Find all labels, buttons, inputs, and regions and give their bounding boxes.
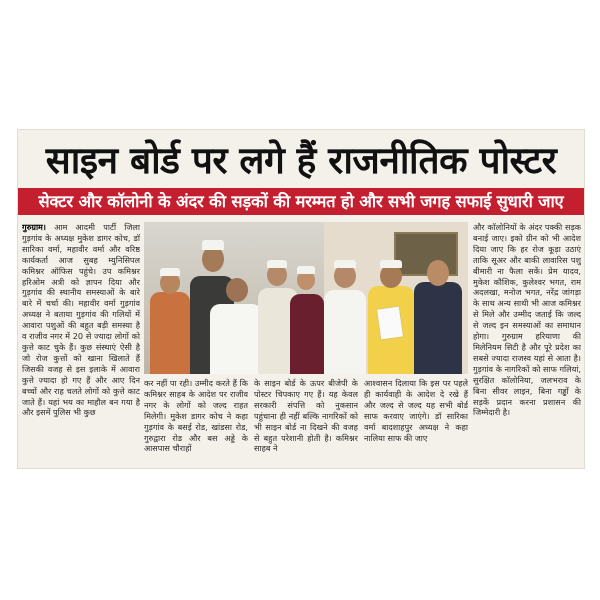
dateline: गुरुग्राम। [22, 222, 46, 232]
article-column-right: और कॉलोनियों के अंदर पक्की सड़क बनाई जाए। इको ग्रीन को भी आदेश दिया जाए कि हर रोज कूड़ा उठाएं ताकि सूअर और बाकी लावारिस पशु बीमारी ना फैला सकें। प्रेम यादव, मुकेश कौशिक, कुलेश्वर भगत, राम अदलखा, मनोज भगत, नरेंद्र जांगड़ा के साथ अन्य साथी भी आज कमिश्नर से मिले और उम्मीद जताई कि जल्द से जल्द इन समस्याओं का समाधान होगा। गुरुग्राम हरियाणा की मिलेनियम सिटी है और पूरे प्रदेश का सबसे ज्यादा राजस्व यहां से आता है। गुड़गांव के नागरिकों को साफ गलियां, सुरक्षित कॉलोनिया, जलभराव के बिना सीवर लाइन, बिना गड्ढों के सड़कें प्रदान करना प्रशासन की जिम्मेदारी है। [473, 222, 581, 418]
article-column-left [22, 222, 140, 466]
article-column-b2: के साइन बोर्ड के ऊपर बीजेपी के पोस्टर चिपकाए गए हैं। यह केवल सरकारी संपत्ति को नुकसान पहुंचाना ही नहीं बल्कि नागरिकों को भी साइन बोर्ड ना दिखने की वजह से बहुत परेशानी होती है। कमिश्नर साहब ने [254, 378, 358, 454]
news-photo [144, 222, 468, 374]
newspaper-clipping [18, 130, 584, 468]
article-column-b1: कर नहीं पा रही। उम्मीद करते हैं कि कमिश्नर साहब के आदेश पर राजीव नगर के लोगों को जल्द राहत मिलेगी। मुकेश डागर कोच ने कहा गुड़गांव के बसई रोड, खांडसा रोड, गुरुद्वारा रोड और बस अड्डे के आसपास चौराहों [144, 378, 248, 454]
subheadline-banner: सेक्टर और कॉलोनी के अंदर की सड़कों की मरम्मत हो और सभी जगह सफाई सुधारी जाए [18, 188, 584, 215]
article-text-left: आम आदमी पार्टी जिला गुड़गांव के अध्यक्ष मुकेश डागर कोच, डॉ सारिका वर्मा, महावीर वर्मा और वरिष्ठ कार्यकर्ता आज सुबह म्युनिसिपल कमिश्नर ऑफिस पहुंचे। उप कमिश्नर हरिओम अत्री को ज्ञापन दिया और गुड़गांव की स्थानीय समस्याओं के बारे बारे में चर्चा की। महावीर वर्मा गुड़गांव अध्यक्ष ने बताया गुड़गांव की गलियों में आवारा पशुओं की बहुत बड़ी समस्या है व राजीव नगर में 20 से ज्यादा लोगों को कुत्ते काट चुके हैं। कुछ संस्थाएं ऐसी है जो रोज कुत्तों को खाना खिलाते हैं जिसकी वजह से इस इलाके में आवारा कुत्ते ज्यादा हो गए हैं और आए दिन बच्चों और राह चलते लोगों को कुत्ते काट जाते हैं। यहां भय का माहौल बन गया है और इसमें पुलिस भी कुछ [22, 222, 140, 418]
article-column-b3: आश्वासन दिलाया कि इस पर पहले ही कार्यवाही के आदेश दे रखे हैं और जल्द से जल्द यह सभी बोर्ड साफ करवाए जाएंगे। डॉ सारिका वर्मा बादशाहपुर अध्यक्ष ने कहा नालिया साफ की जाए [364, 378, 468, 443]
headline: साइन बोर्ड पर लगे हैं राजनीतिक पोस्टर [45, 139, 557, 182]
